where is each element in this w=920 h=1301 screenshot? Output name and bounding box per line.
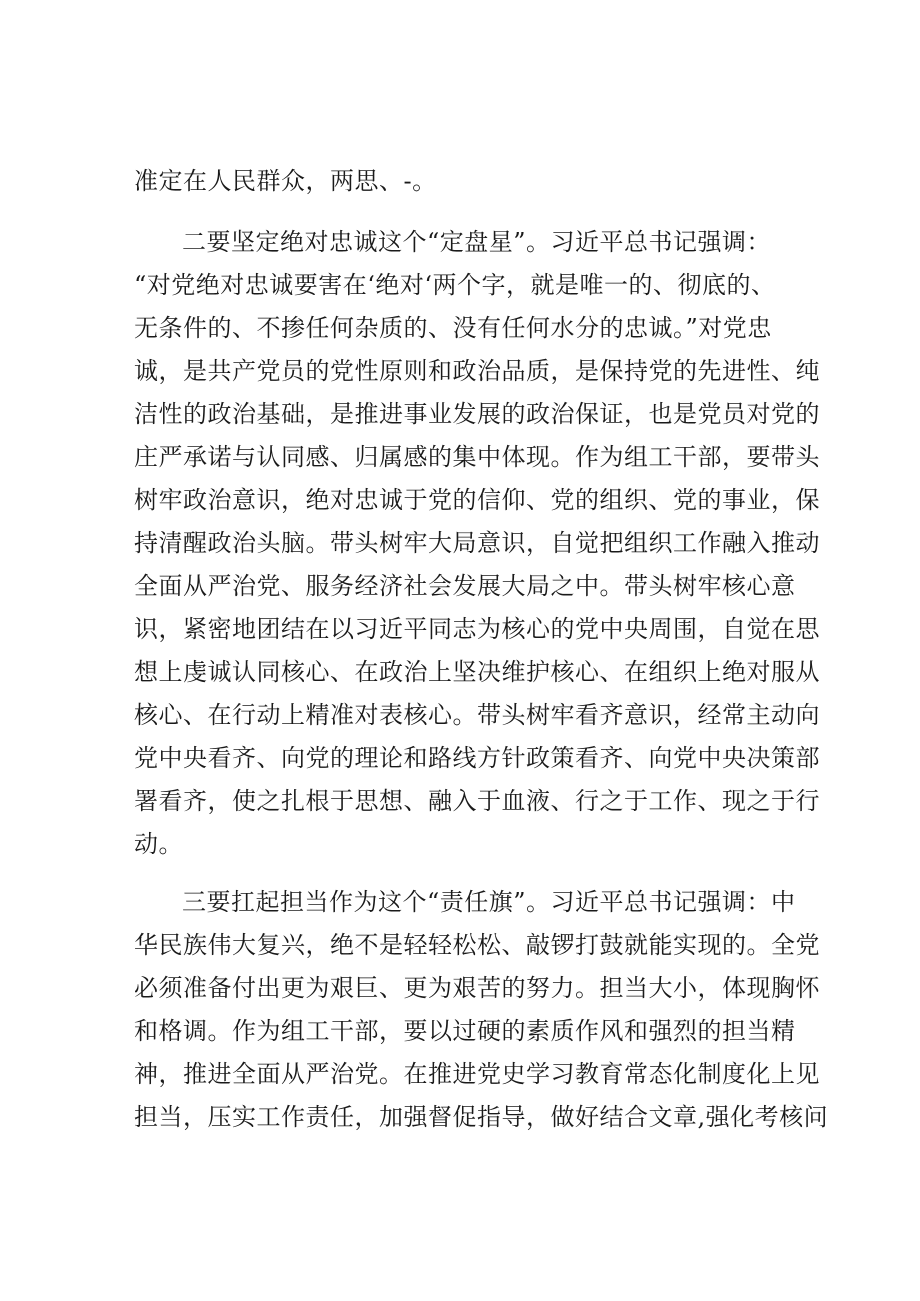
- text-line-10: 全面从严治党、服务经济社会发展大局之中。带头树牢核心意: [134, 572, 796, 600]
- text-line-11: 识，紧密地团结在以习近平同志为核心的党中央周围，自觉在思: [134, 615, 820, 643]
- text-line-5: 诚，是共产党员的党性原则和政治品质，是保持党的先进性、纯: [134, 357, 820, 385]
- text-line-18: 华民族伟大复兴，绝不是轻轻松松、敲锣打鼓就能实现的。全党: [134, 931, 820, 959]
- text-line-21: 神，推进全面从严治党。在推进党史学习教育常态化制度化上见: [134, 1060, 820, 1088]
- text-line-12: 想上虔诚认同核心、在政治上坚决维护核心、在组织上绝对服从: [134, 658, 820, 686]
- text-line-20: 和格调。作为组工干部，要以过硬的素质作风和强烈的担当精: [134, 1017, 796, 1045]
- text-line-14: 党中央看齐、向党的理论和路线方针政策看齐、向党中央决策部: [134, 744, 820, 772]
- text-line-17: 三要扛起担当作为这个“责任旗”。习近平总书记强调：中: [182, 888, 796, 916]
- text-line-6: 洁性的政治基础，是推进事业发展的政治保证，也是党员对党的: [134, 400, 820, 428]
- text-line-9: 持清醒政治头脑。带头树牢大局意识，自觉把组织工作融入推动: [134, 529, 820, 557]
- text-line-7: 庄严承诺与认同感、归属感的集中体现。作为组工干部，要带头: [134, 443, 820, 471]
- text-line-19: 必须准备付出更为艰巨、更为艰苦的努力。担当大小，体现胸怀: [134, 974, 820, 1002]
- text-line-15: 署看齐，使之扎根于思想、融入于血液、行之于工作、现之于行: [134, 787, 820, 815]
- text-line-8: 树牢政治意识，绝对忠诚于党的信仰、党的组织、党的事业，保: [134, 486, 820, 514]
- text-line-3: “对党绝对忠诚要害在‘绝对‘两个字，就是唯一的、彻底的、: [134, 271, 776, 299]
- text-line-2: 二要坚定绝对忠诚这个“定盘星”。习近平总书记强调：: [182, 228, 772, 256]
- text-line-13: 核心、在行动上精准对表核心。带头树牢看齐意识，经常主动向: [134, 701, 820, 729]
- text-line-22: 担当，压实工作责任，加强督促指导，做好结合文章,强化考核问: [134, 1103, 829, 1131]
- text-line-4: 无条件的、不掺任何杂质的、没有任何水分的忠诚。”对党忠: [134, 314, 772, 342]
- text-line-1: 准定在人民群众，两思、-。: [134, 167, 437, 195]
- text-line-16: 动。: [134, 830, 183, 858]
